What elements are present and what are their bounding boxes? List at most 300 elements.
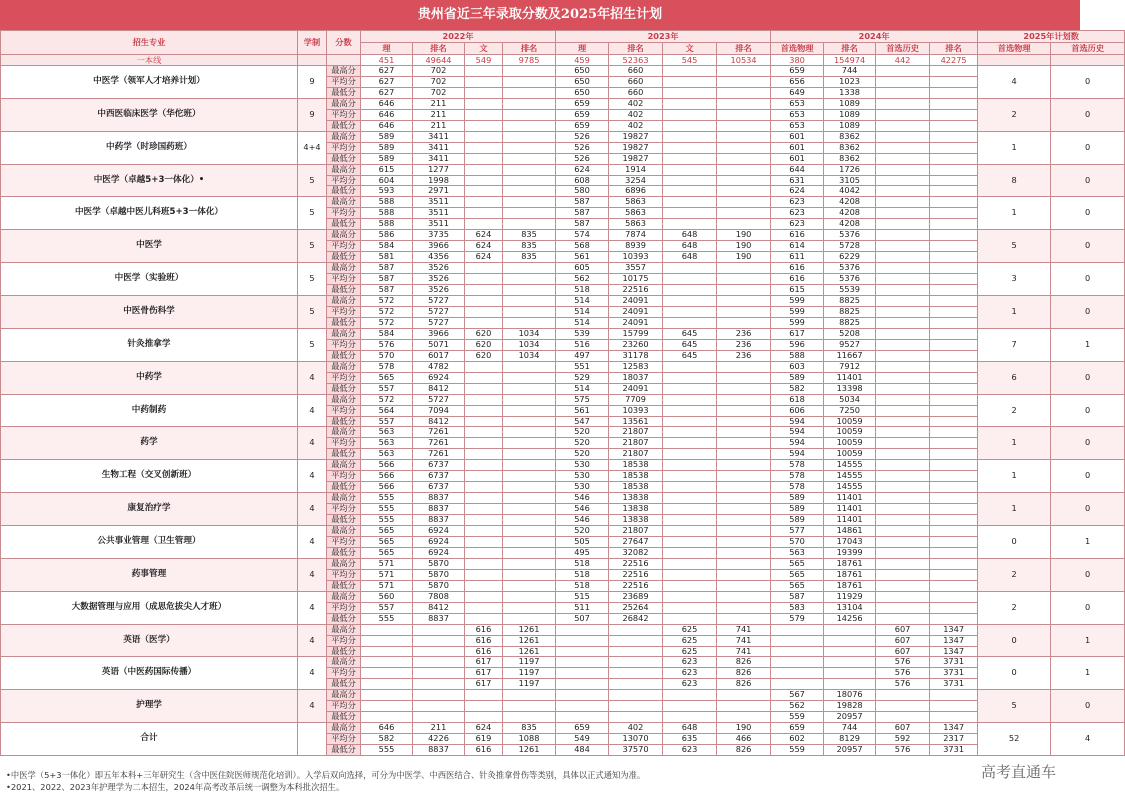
score-type-label: 最低分: [327, 350, 361, 361]
score-cell: 555: [361, 613, 413, 624]
score-cell: 551: [556, 361, 609, 372]
score-cell: 3526: [413, 274, 465, 285]
baseline-cell: 42275: [930, 54, 978, 66]
header-score: 分数: [327, 31, 361, 55]
score-cell: [930, 164, 978, 175]
score-cell: 570: [361, 350, 413, 361]
score-cell: 1089: [824, 109, 876, 120]
score-cell: 1347: [930, 646, 978, 657]
score-cell: [876, 230, 930, 241]
score-cell: 13398: [824, 383, 876, 394]
score-cell: 616: [465, 646, 503, 657]
major-years: 4: [298, 657, 327, 690]
score-cell: 7261: [413, 438, 465, 449]
score-cell: 616: [465, 624, 503, 635]
score-cell: 1034: [503, 339, 556, 350]
score-cell: 589: [771, 372, 824, 383]
score-cell: 588: [361, 197, 413, 208]
score-cell: [771, 668, 824, 679]
score-cell: 3731: [930, 679, 978, 690]
score-type-label: 最低分: [327, 219, 361, 230]
plan-phys-count: 1: [978, 131, 1051, 164]
admission-table: [0, 30, 1125, 756]
score-cell: [876, 712, 930, 723]
score-cell: [717, 460, 771, 471]
major-name: 护理学: [1, 690, 298, 723]
score-cell: 604: [361, 175, 413, 186]
score-cell: 3254: [609, 175, 663, 186]
score-cell: 599: [771, 296, 824, 307]
score-cell: 624: [556, 164, 609, 175]
score-cell: [663, 547, 717, 558]
subheader-wen: 文: [465, 42, 503, 54]
score-cell: [717, 142, 771, 153]
plan-phys-count: 3: [978, 263, 1051, 296]
score-cell: 3511: [413, 208, 465, 219]
score-cell: [361, 657, 413, 668]
score-cell: [876, 153, 930, 164]
score-cell: [503, 416, 556, 427]
score-cell: 11401: [824, 515, 876, 526]
score-cell: [465, 591, 503, 602]
score-cell: 18538: [609, 482, 663, 493]
score-cell: 555: [361, 515, 413, 526]
score-cell: 607: [876, 635, 930, 646]
score-cell: [876, 109, 930, 120]
score-cell: 601: [771, 142, 824, 153]
score-type-label: 最高分: [327, 296, 361, 307]
score-cell: 3731: [930, 668, 978, 679]
score-cell: 8412: [413, 602, 465, 613]
score-cell: 4208: [824, 208, 876, 219]
score-cell: 625: [663, 635, 717, 646]
score-cell: 627: [361, 66, 413, 77]
major-years: 4: [298, 690, 327, 723]
score-cell: 583: [771, 602, 824, 613]
plan-phys-count: 5: [978, 230, 1051, 263]
table-row: [1, 230, 1125, 241]
major-years: 5: [298, 263, 327, 296]
major-years: 5: [298, 328, 327, 361]
score-cell: 8129: [824, 734, 876, 745]
score-cell: [771, 635, 824, 646]
page-title: 贵州省近三年录取分数及2025年招生计划: [0, 0, 1080, 30]
score-cell: [717, 153, 771, 164]
score-cell: 8837: [413, 613, 465, 624]
score-cell: 826: [717, 679, 771, 690]
score-cell: 1197: [503, 657, 556, 668]
table-row: [1, 493, 1125, 504]
score-cell: 567: [771, 690, 824, 701]
score-cell: [465, 263, 503, 274]
score-cell: [663, 438, 717, 449]
score-cell: [930, 131, 978, 142]
score-cell: 624: [465, 230, 503, 241]
score-cell: [465, 306, 503, 317]
score-cell: 549: [556, 734, 609, 745]
score-cell: [930, 690, 978, 701]
score-cell: [876, 306, 930, 317]
score-cell: [503, 558, 556, 569]
major-name: 英语（医学）: [1, 624, 298, 657]
plan-hist-count: 0: [1051, 558, 1125, 591]
score-cell: 5727: [413, 317, 465, 328]
score-cell: 557: [361, 383, 413, 394]
score-cell: [930, 208, 978, 219]
subheader-rank: 排名: [413, 42, 465, 54]
score-cell: 623: [663, 668, 717, 679]
score-cell: [930, 66, 978, 77]
score-cell: 5208: [824, 328, 876, 339]
score-cell: [717, 701, 771, 712]
score-cell: 5863: [609, 208, 663, 219]
score-type-label: 最低分: [327, 449, 361, 460]
score-cell: 8362: [824, 153, 876, 164]
score-cell: 14256: [824, 613, 876, 624]
score-cell: [465, 153, 503, 164]
plan-phys-count: 1: [978, 493, 1051, 526]
score-cell: [413, 701, 465, 712]
score-cell: 5071: [413, 339, 465, 350]
score-cell: [503, 120, 556, 131]
score-cell: [663, 306, 717, 317]
score-cell: 514: [556, 296, 609, 307]
score-cell: [876, 438, 930, 449]
score-cell: 653: [771, 109, 824, 120]
score-cell: [771, 679, 824, 690]
score-cell: 618: [771, 394, 824, 405]
score-cell: [503, 98, 556, 109]
score-cell: 602: [771, 734, 824, 745]
score-cell: 19827: [609, 131, 663, 142]
score-cell: 587: [556, 197, 609, 208]
score-cell: [717, 504, 771, 515]
score-cell: [465, 515, 503, 526]
score-cell: [663, 482, 717, 493]
score-cell: 563: [361, 449, 413, 460]
score-cell: 565: [361, 547, 413, 558]
major-name: 中药制药: [1, 394, 298, 427]
score-cell: 648: [663, 230, 717, 241]
score-cell: 607: [876, 624, 930, 635]
score-type-label: 最低分: [327, 153, 361, 164]
score-cell: 589: [361, 142, 413, 153]
score-cell: [930, 613, 978, 624]
score-cell: 614: [771, 241, 824, 252]
score-cell: 10059: [824, 438, 876, 449]
score-cell: 660: [609, 87, 663, 98]
score-cell: 587: [556, 219, 609, 230]
score-cell: [663, 186, 717, 197]
score-cell: 576: [876, 657, 930, 668]
score-cell: [876, 208, 930, 219]
score-cell: [413, 679, 465, 690]
score-cell: [876, 405, 930, 416]
score-cell: 8362: [824, 131, 876, 142]
score-cell: 835: [503, 252, 556, 263]
score-cell: [876, 580, 930, 591]
score-cell: [876, 569, 930, 580]
score-cell: [717, 317, 771, 328]
score-cell: [717, 98, 771, 109]
score-cell: [663, 219, 717, 230]
plan-phys-count: 0: [978, 657, 1051, 690]
score-cell: [930, 536, 978, 547]
score-cell: [361, 690, 413, 701]
score-cell: 1023: [824, 76, 876, 87]
score-cell: 10059: [824, 416, 876, 427]
major-name: 药事管理: [1, 558, 298, 591]
score-cell: [503, 460, 556, 471]
score-cell: 8837: [413, 515, 465, 526]
score-type-label: 最高分: [327, 66, 361, 77]
major-name: 中医学（卓越5+3一体化）•: [1, 164, 298, 197]
score-type-label: 平均分: [327, 405, 361, 416]
score-type-label: 平均分: [327, 109, 361, 120]
score-cell: 565: [361, 372, 413, 383]
score-cell: 20957: [824, 712, 876, 723]
plan-phys-count: 2: [978, 558, 1051, 591]
score-cell: 566: [361, 482, 413, 493]
score-cell: [930, 252, 978, 263]
score-cell: [663, 361, 717, 372]
score-cell: [503, 569, 556, 580]
score-cell: [465, 372, 503, 383]
score-cell: 576: [876, 745, 930, 756]
score-cell: [930, 120, 978, 131]
score-type-label: 平均分: [327, 372, 361, 383]
score-cell: [930, 197, 978, 208]
score-cell: [876, 482, 930, 493]
score-cell: [609, 690, 663, 701]
score-cell: [556, 712, 609, 723]
subheader-wen: 文: [663, 42, 717, 54]
score-cell: 526: [556, 142, 609, 153]
score-cell: [503, 263, 556, 274]
score-cell: [503, 66, 556, 77]
major-name: 康复治疗学: [1, 493, 298, 526]
score-cell: 6737: [413, 482, 465, 493]
score-cell: 526: [556, 131, 609, 142]
score-cell: [503, 602, 556, 613]
subheader-plan-phys: 首选物理: [978, 42, 1051, 54]
plan-phys-count: 6: [978, 361, 1051, 394]
score-cell: 615: [771, 285, 824, 296]
score-cell: 515: [556, 591, 609, 602]
score-cell: [556, 624, 609, 635]
header-years: 学制: [298, 31, 327, 55]
score-cell: 530: [556, 482, 609, 493]
major-years: 4+4: [298, 131, 327, 164]
score-cell: [717, 197, 771, 208]
plan-phys-count: 5: [978, 690, 1051, 723]
score-type-label: 平均分: [327, 339, 361, 350]
score-cell: [930, 493, 978, 504]
score-cell: [717, 263, 771, 274]
plan-phys-count: 2: [978, 98, 1051, 131]
score-cell: [465, 76, 503, 87]
score-cell: 576: [876, 668, 930, 679]
table-row: [1, 131, 1125, 142]
score-cell: [556, 701, 609, 712]
score-cell: [717, 76, 771, 87]
score-cell: 402: [609, 98, 663, 109]
score-cell: 19828: [824, 701, 876, 712]
score-cell: 8412: [413, 383, 465, 394]
baseline-label: 一本线: [1, 54, 298, 66]
score-cell: 26842: [609, 613, 663, 624]
score-cell: 615: [361, 164, 413, 175]
major-name: 英语（中医药国际传播）: [1, 657, 298, 690]
score-cell: 587: [771, 591, 824, 602]
score-cell: [503, 109, 556, 120]
score-cell: 1261: [503, 646, 556, 657]
score-cell: [930, 504, 978, 515]
plan-hist-count: 0: [1051, 591, 1125, 624]
score-cell: [663, 515, 717, 526]
score-cell: [465, 405, 503, 416]
score-cell: [717, 613, 771, 624]
score-cell: [876, 219, 930, 230]
watermark: 高考直通车: [980, 763, 1056, 781]
score-cell: [465, 98, 503, 109]
score-cell: 596: [771, 339, 824, 350]
plan-hist-count: 0: [1051, 164, 1125, 197]
score-cell: [663, 208, 717, 219]
score-type-label: 最高分: [327, 361, 361, 372]
score-cell: [930, 569, 978, 580]
score-cell: [503, 142, 556, 153]
score-cell: 646: [361, 723, 413, 734]
score-cell: [609, 712, 663, 723]
score-cell: 11401: [824, 372, 876, 383]
score-cell: 546: [556, 515, 609, 526]
score-cell: [876, 98, 930, 109]
score-type-label: 最高分: [327, 328, 361, 339]
score-cell: 7250: [824, 405, 876, 416]
score-cell: [930, 263, 978, 274]
score-cell: 593: [361, 186, 413, 197]
score-cell: [717, 427, 771, 438]
plan-hist-count: 0: [1051, 197, 1125, 230]
score-cell: 14861: [824, 526, 876, 537]
score-cell: 3966: [413, 328, 465, 339]
score-cell: [876, 339, 930, 350]
score-cell: 8837: [413, 745, 465, 756]
score-cell: [717, 493, 771, 504]
major-years: 4: [298, 591, 327, 624]
score-cell: [465, 87, 503, 98]
score-cell: [663, 569, 717, 580]
score-cell: [930, 186, 978, 197]
score-cell: 605: [556, 263, 609, 274]
score-cell: 7094: [413, 405, 465, 416]
score-cell: [876, 274, 930, 285]
table-row: [1, 328, 1125, 339]
score-cell: [609, 635, 663, 646]
score-cell: [876, 613, 930, 624]
score-cell: [930, 98, 978, 109]
score-cell: 660: [609, 76, 663, 87]
major-years: 5: [298, 296, 327, 329]
score-cell: 6924: [413, 372, 465, 383]
score-cell: 24091: [609, 317, 663, 328]
score-cell: 6924: [413, 526, 465, 537]
score-cell: [930, 230, 978, 241]
score-cell: 24091: [609, 383, 663, 394]
score-cell: [930, 76, 978, 87]
score-cell: 594: [771, 449, 824, 460]
score-cell: 8362: [824, 142, 876, 153]
score-cell: [717, 208, 771, 219]
score-cell: [663, 153, 717, 164]
score-cell: 1277: [413, 164, 465, 175]
table-row: [1, 427, 1125, 438]
score-cell: [663, 427, 717, 438]
score-cell: [930, 482, 978, 493]
score-cell: 10059: [824, 449, 876, 460]
score-cell: 21807: [609, 449, 663, 460]
score-cell: 660: [609, 66, 663, 77]
score-cell: 606: [771, 405, 824, 416]
score-cell: [824, 668, 876, 679]
score-cell: 18761: [824, 558, 876, 569]
score-cell: 22516: [609, 558, 663, 569]
score-cell: [503, 274, 556, 285]
score-cell: [663, 383, 717, 394]
score-cell: [876, 493, 930, 504]
score-cell: 645: [663, 328, 717, 339]
score-cell: [717, 361, 771, 372]
table-row: [1, 394, 1125, 405]
plan-phys-count: 1: [978, 197, 1051, 230]
score-type-label: 平均分: [327, 536, 361, 547]
score-cell: [930, 328, 978, 339]
score-type-label: 最低分: [327, 383, 361, 394]
table-row: [1, 197, 1125, 208]
plan-hist-count: 0: [1051, 66, 1125, 99]
score-cell: [876, 383, 930, 394]
score-cell: [876, 536, 930, 547]
score-cell: [717, 569, 771, 580]
score-cell: [876, 558, 930, 569]
score-cell: [876, 460, 930, 471]
major-name: 中医学（实验班）: [1, 263, 298, 296]
score-cell: 11401: [824, 493, 876, 504]
score-type-label: 最低分: [327, 186, 361, 197]
score-cell: [503, 547, 556, 558]
score-cell: [465, 547, 503, 558]
subheader-plan-hist: 首选历史: [1051, 42, 1125, 54]
score-cell: 616: [465, 635, 503, 646]
score-cell: [556, 646, 609, 657]
score-cell: 623: [771, 197, 824, 208]
table-row: [1, 591, 1125, 602]
score-cell: [876, 175, 930, 186]
score-cell: 557: [361, 602, 413, 613]
score-cell: [930, 712, 978, 723]
score-cell: 741: [717, 646, 771, 657]
score-cell: 8412: [413, 416, 465, 427]
score-cell: [465, 120, 503, 131]
score-cell: 594: [771, 438, 824, 449]
plan-phys-count: 4: [978, 66, 1051, 99]
score-cell: 1347: [930, 635, 978, 646]
score-cell: [930, 175, 978, 186]
score-cell: 7808: [413, 591, 465, 602]
score-cell: 645: [663, 350, 717, 361]
score-cell: [465, 208, 503, 219]
